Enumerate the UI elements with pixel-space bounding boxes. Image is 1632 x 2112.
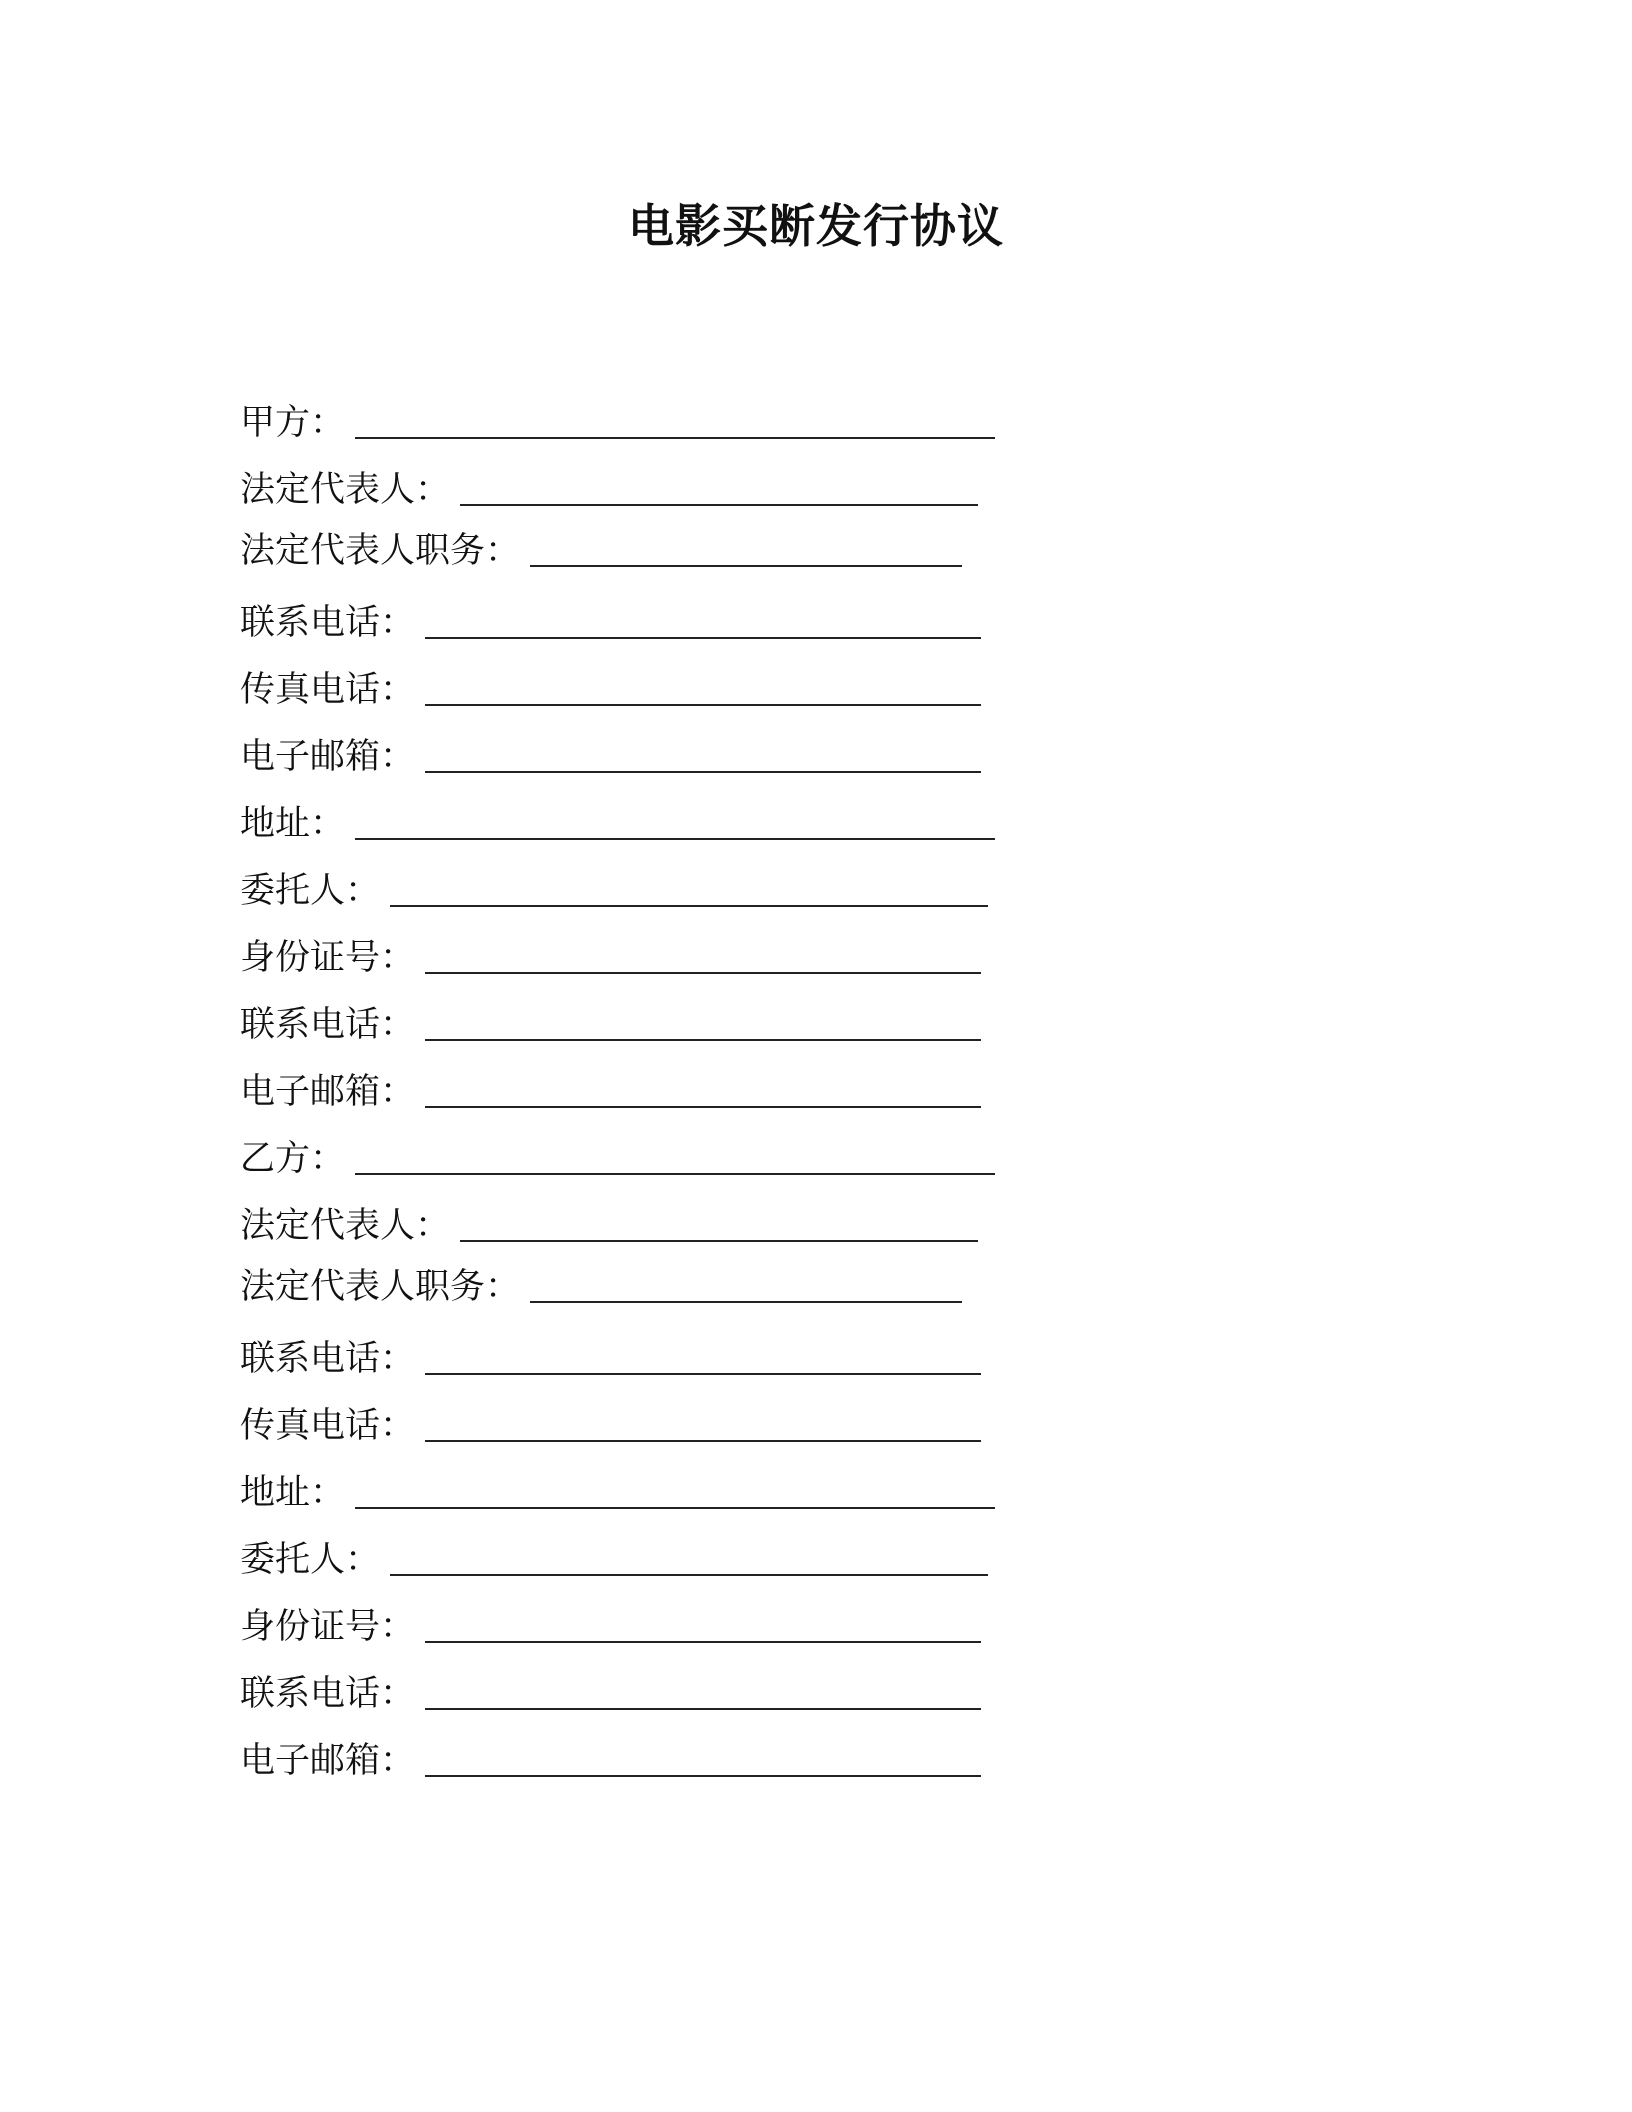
party-a-agent-phone-field	[240, 980, 1240, 1047]
field-label: 电子邮箱：	[240, 1741, 416, 1781]
party-a-fax-field	[240, 645, 1240, 712]
field-label: 身份证号：	[240, 1607, 416, 1647]
field-label: 乙方：	[240, 1139, 346, 1179]
fill-in-blank[interactable]	[355, 407, 995, 439]
party-b-address-field	[240, 1448, 1240, 1515]
fill-in-blank[interactable]	[530, 535, 962, 567]
fill-in-blank[interactable]	[425, 1745, 981, 1777]
fill-in-blank[interactable]	[425, 1343, 981, 1375]
fill-in-blank[interactable]	[425, 674, 981, 706]
field-label: 电子邮箱：	[240, 737, 416, 777]
fill-in-blank[interactable]	[390, 1544, 988, 1576]
fill-in-blank[interactable]	[355, 808, 995, 840]
field-label: 地址：	[240, 804, 346, 844]
party-b-legal-rep-title-field	[240, 1248, 1240, 1309]
field-label: 法定代表人：	[240, 470, 451, 510]
party-b-agent-email-field	[240, 1716, 1240, 1783]
party-a-legal-rep-field	[240, 445, 1240, 512]
fill-in-blank[interactable]	[425, 741, 981, 773]
fill-in-blank[interactable]	[425, 607, 981, 639]
fill-in-blank[interactable]	[390, 875, 988, 907]
party-b-agent-field	[240, 1515, 1240, 1582]
field-label: 联系电话：	[240, 1339, 416, 1379]
fill-in-blank[interactable]	[530, 1271, 962, 1303]
field-label: 甲方：	[240, 403, 346, 443]
field-label: 法定代表人职务：	[240, 531, 521, 571]
fill-in-blank[interactable]	[355, 1143, 995, 1175]
field-label: 法定代表人：	[240, 1206, 451, 1246]
field-label: 委托人：	[240, 871, 381, 911]
field-label: 委托人：	[240, 1540, 381, 1580]
field-label: 传真电话：	[240, 670, 416, 710]
party-a-phone-field	[240, 573, 1240, 645]
party-a-name-field	[240, 378, 1240, 445]
party-a-email-field	[240, 712, 1240, 779]
fill-in-blank[interactable]	[355, 1477, 995, 1509]
field-label: 联系电话：	[240, 603, 416, 643]
fill-in-blank[interactable]	[460, 474, 978, 506]
field-label: 联系电话：	[240, 1674, 416, 1714]
party-b-legal-rep-field	[240, 1181, 1240, 1248]
party-b-fax-field	[240, 1381, 1240, 1448]
party-a-address-field	[240, 779, 1240, 846]
fill-in-blank[interactable]	[460, 1210, 978, 1242]
party-b-phone-field	[240, 1309, 1240, 1381]
fill-in-blank[interactable]	[425, 942, 981, 974]
party-b-agent-phone-field	[240, 1649, 1240, 1716]
fill-in-blank[interactable]	[425, 1076, 981, 1108]
document-title: 电影买断发行协议	[628, 199, 1004, 253]
field-label: 传真电话：	[240, 1406, 416, 1446]
field-label: 联系电话：	[240, 1005, 416, 1045]
field-label: 法定代表人职务：	[240, 1267, 521, 1307]
field-label: 地址：	[240, 1473, 346, 1513]
party-b-agent-id-field	[240, 1582, 1240, 1649]
fill-in-blank[interactable]	[425, 1611, 981, 1643]
party-a-legal-rep-title-field	[240, 512, 1240, 573]
party-info-fields	[240, 378, 1240, 1783]
party-a-agent-id-field	[240, 913, 1240, 980]
fill-in-blank[interactable]	[425, 1678, 981, 1710]
party-b-name-field	[240, 1114, 1240, 1181]
fill-in-blank[interactable]	[425, 1009, 981, 1041]
field-label: 电子邮箱：	[240, 1072, 416, 1112]
field-label: 身份证号：	[240, 938, 416, 978]
party-a-agent-field	[240, 846, 1240, 913]
party-a-agent-email-field	[240, 1047, 1240, 1114]
fill-in-blank[interactable]	[425, 1410, 981, 1442]
